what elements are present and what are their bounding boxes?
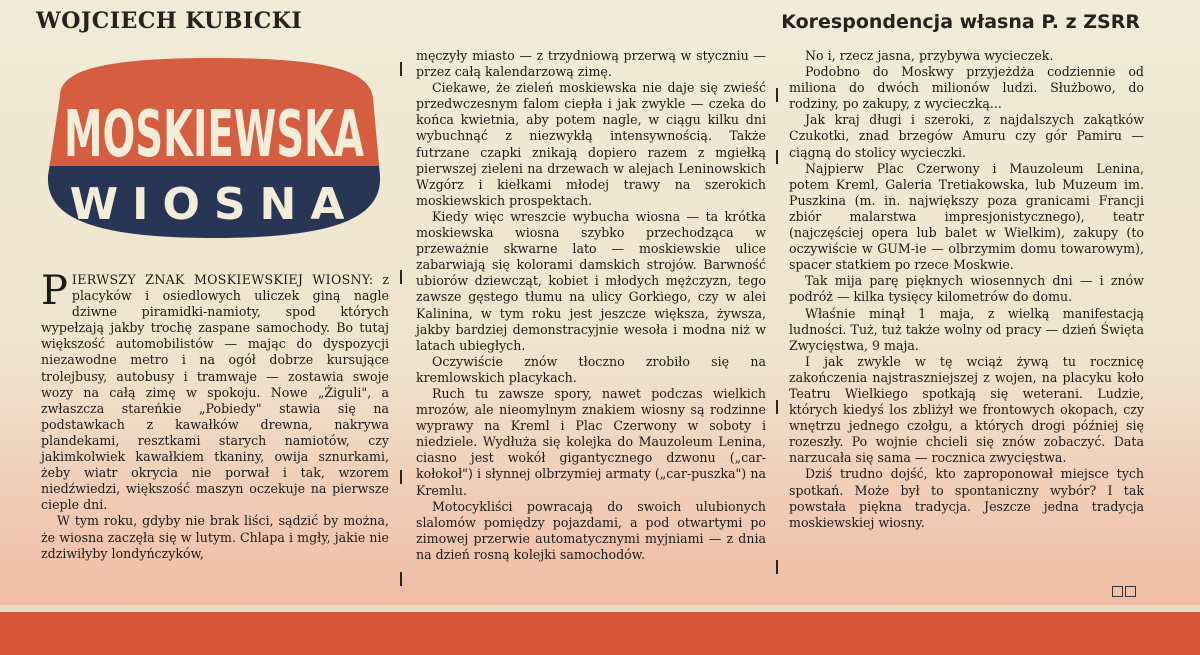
paragraph: W tym roku, gdyby nie brak liści, sądzić by można, że wiosna zaczęła się w lutym. Chlapa i mgły, jakie nie zdziwiłyby londyńczyków, (41, 513, 389, 561)
column-rule (400, 270, 402, 284)
paragraph: Ruch tu zawsze spory, nawet podczas wielkich mrozów, ale nieomylnym znakiem wiosny są rodzinne wyprawy na Kreml i Plac Czerwony w soboty i niedziele. Wydłuża się kolejka do Mauzoleum Lenina, ciasno jest wokół gigantycznego dzwonu („car-kołokoł") i słynnej olbrzymiej armaty („car-puszka") na Kremlu. (416, 385, 766, 498)
article-column-2 (416, 48, 766, 563)
paragraph: z placyków i osiedlowych uliczek giną nagle dziwne piramidki-namioty, spod których wypełzają jakby trochę zaspane samochody. Bo tutaj większość automobilistów — mając do dyspozycji niezawodne metro i na ogół dobrze kursujące trolejbusy, autobusy i tramwaje — zostawia swoje wozy na całą zimę w spokoju. Nowe „Żiguli", a zwłaszcza stareńkie „Pobiedy" stawia się na podstawkach z kawałków drewna, nakrywa plandekami, resztkami starych namiotów, czy jakimkolwiek kawałkiem tkaniny, owija sznurkami, żeby wiatr okrycia nie porwał i tak, wzorem niedźwiedzi, większość maszyn oczekuje na pierwsze cieple dni. (41, 272, 389, 513)
author-name: WOJCIECH KUBICKI (36, 8, 303, 34)
paragraph: Dziś trudno dojść, kto zaproponował miejsce tych spotkań. Może był to spontaniczny wybór? I tak powstała piękna tradycja. Jeszcze jedna tradycja moskiewskiej wiosny. (789, 466, 1144, 530)
column-rule (400, 62, 402, 76)
paragraph: Podobno do Moskwy przyjeżdża codziennie od miliona do dwóch milionów ludzi. Służbowo, do rodziny, po zakupy, z wycieczką... (789, 64, 1144, 112)
paragraph: Właśnie minął 1 maja, z wielką manifestacją ludności. Tuż, tuż także wolny od pracy — dzień Święta Zwycięstwa, 9 maja. (789, 305, 1144, 353)
paragraph: Najpierw Plac Czerwony i Mauzoleum Lenina, potem Kreml, Galeria Tretiakowska, lub Muzeum im. Puszkina (m. in. największy poza granicami Francji zbiór malarstwa impresjonistycznego), teatr (najczęściej opera lub balet w Wielkim), zakupy (to oczywiście w GUM-ie — olbrzymim domu towarowym), spacer statkiem po rzece Moskwie. (789, 160, 1144, 273)
column-rule (776, 400, 778, 414)
paragraph: Motocykliści powracają do swoich ulubionych slalomów pomiędzy pojazdami, a pod otwartymi po zimowej przerwie automatycznymi myjniami — z dnia na dzień rosną kolejki samochodów. (416, 498, 766, 562)
paragraph: Tak mija parę pięknych wiosennych dni — i znów podróż — kilka tysięcy kilometrów do domu. (789, 273, 1144, 305)
paragraph: Ciekawe, że zieleń moskiewska nie daje się zwieść przedwczesnym falom ciepła i jak zwykle — czeka do końca kwietnia, aby potem nagle, w ciągu kilku dni wybuchnąć z niezwykłą intensywnością. Także futrzane czapki znikają dopiero razem z mgiełką pierwszej zieleni na drzewach w alejach Leninowskich Wzgórz i kiełkami młodej trawy na szerokich moskiewskich prospektach. (416, 80, 766, 208)
logo-title-line2: WIOSNA (69, 179, 359, 230)
paragraph: I jak zwykle w tę wciąż żywą tu rocznicę zakończenia najstraszniejszej z wojen, na placyku koło Teatru Wielkiego spotkają się weterani. Ludzie, których kiedyś los zbliżył we frontowych okopach, czy wnętrzu jednego czołgu, a których drogi później się rozeszły. Po wojnie chcieli się znów zobaczyć. Data narzucała się sama — rocznica zwycięstwa. (789, 353, 1144, 466)
column-rule (400, 470, 402, 484)
paragraph: Oczywiście znów tłoczno zrobiło się na kremlowskich placykach. (416, 353, 766, 385)
paragraph: No i, rzecz jasna, przybywa wycieczek. (805, 48, 1054, 63)
paragraph: męczyły miasto — z trzydniową przerwą w styczniu — przez całą kalendarzową zimę. (416, 48, 766, 80)
correspondent-byline: Korespondencja własna P. z ZSRR (781, 11, 1140, 33)
logo-title-line1: MOSKIEWSKA (64, 98, 365, 172)
column-rule (776, 150, 778, 164)
column-rule (400, 572, 402, 586)
end-mark (1112, 586, 1138, 597)
column-rule (776, 560, 778, 574)
paragraph: Jak kraj długi i szeroki, z najdalszych zakątków Czukotki, znad brzegów Amuru czy gór Pamiru — ciągną do stolicy wycieczki. (789, 112, 1144, 160)
drop-cap: P (41, 268, 68, 314)
article-column-1 (41, 268, 389, 562)
column-rule (776, 88, 778, 102)
bottom-color-band (0, 612, 1200, 655)
lead-paragraph (41, 268, 389, 513)
lead-in: IERWSZY ZNAK MOSKIEWSKIEJ WIOSNY: (71, 272, 374, 287)
title-logo-graphic (40, 56, 388, 240)
title-logo (40, 56, 388, 240)
article-column-3 (789, 48, 1144, 531)
paragraph: Kiedy więc wreszcie wybucha wiosna — ta krótka moskiewska wiosna szybko przechodząca w przeważnie skwarne lato — moskiewskie ulice zabarwiają się kolorami damskich strojów. Barwność ubiorów dziewcząt, kobiet i młodych mężczyzn, tego zawsze gęstego tłumu na ulicy Gorkiego, czy w alei Kalinina, w tym roku jest jeszcze większa, żywsza, jakby bardziej demonstracyjnie wesoła i modna niż w latach ubiegłych. (416, 208, 766, 353)
